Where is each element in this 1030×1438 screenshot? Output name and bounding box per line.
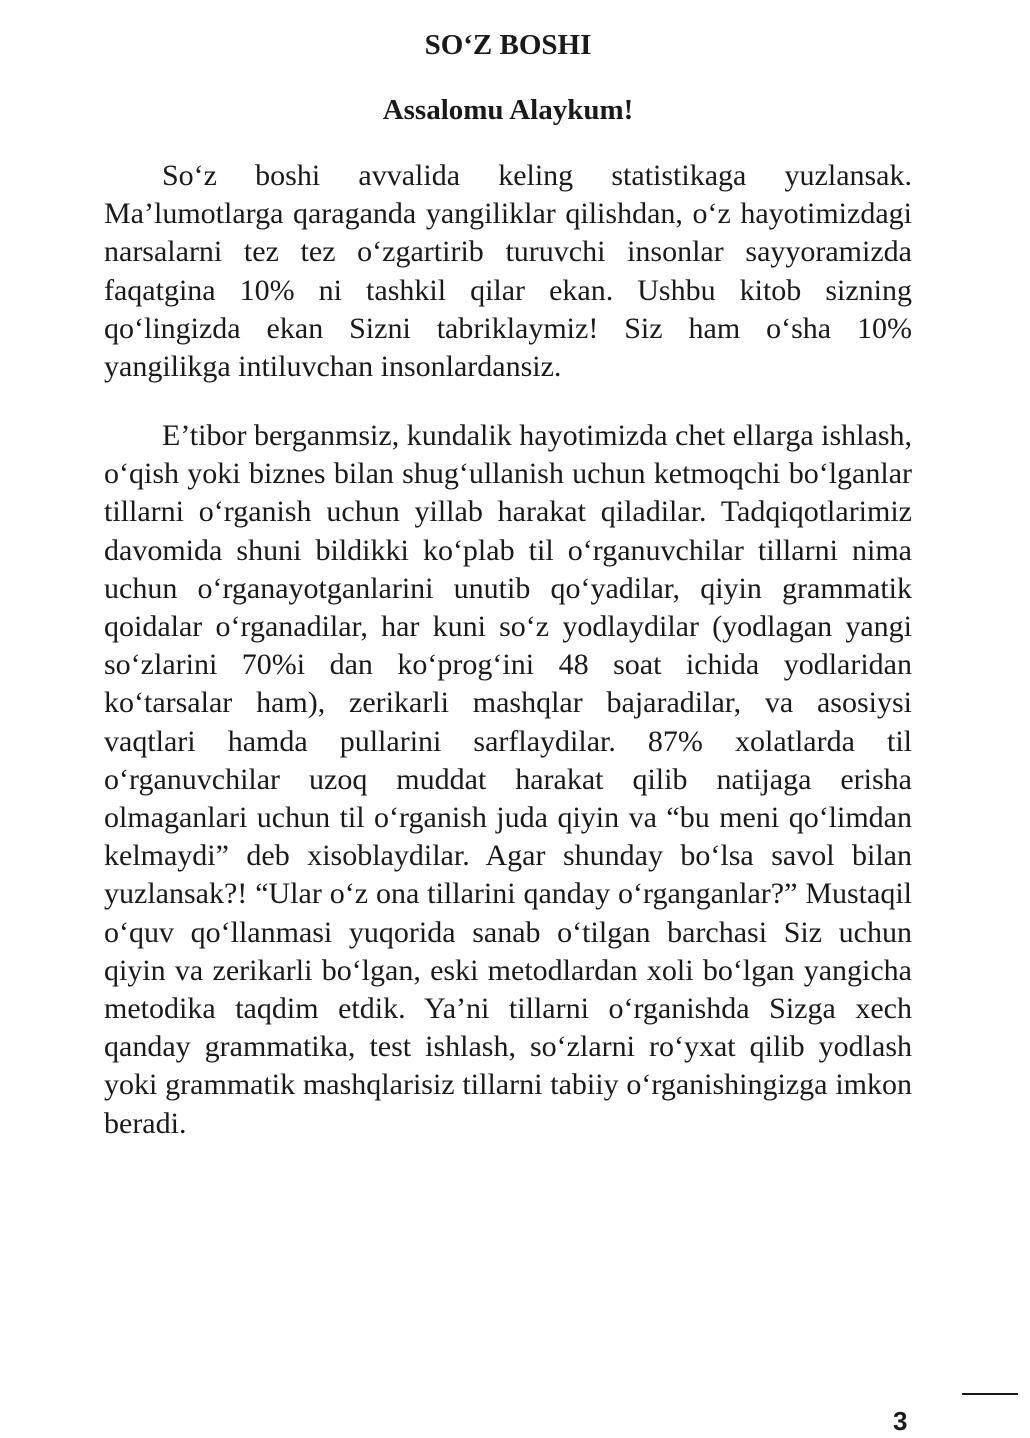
page-number: 3 [893,1406,908,1436]
footer-rule [962,1393,1018,1395]
paragraph-intro: So‘z boshi avvalida keling statistikaga yuzlansak. Ma’lumotlarga qaraganda yangiliklar qilishdan, o‘z hayotimizdagi narsalarni tez tez o‘zgartirib turuvchi insonlar sayyoramizda faqatgina 10% ni tashkil qilar ekan. Ushbu kitob sizning qo‘lingizda ekan Sizni tabriklaymiz! Siz ham o‘sha 10% yangilikga intiluvchan insonlardansiz. [104,159,912,384]
paragraph-body: E’tibor berganmsiz, kundalik hayotimizda chet ellarga ishlash, o‘qish yoki biznes bilan shug‘ullanish uchun ketmoqchi bo‘lganlar tillarni o‘rganish uchun yillab harakat qiladilar. Tadqiqotlarimiz davomida shuni bildikki ko‘plab til o‘rganuvchilar tillarni nima uchun o‘rganayotganlarini unutib qo‘yadilar, qiyin grammatik qoidalar o‘rganadilar, har kuni so‘z yodlaydilar (yodlagan yangi so‘zlarini 70%i dan ko‘prog‘ini 48 soat ichida yodlaridan ko‘tarsalar ham), zerikarli mashqlar bajaradilar, va asosiysi vaqtlari hamda pullarini sarflaydilar. 87% xolatlarda til o‘rganuvchilar uzoq muddat harakat qilib natijaga erisha olmaganlari uchun til o‘rganish juda qiyin va “bu meni qo‘limdan kelmaydi” deb xisoblaydilar. Agar shunday bo‘lsa savol bilan yuzlansak?! “Ular o‘z ona tillarini qanday o‘rganganlar?” Mustaqil o‘quv qo‘llanmasi yuqorida sanab o‘tilgan barchasi Siz uchun qiyin va zerikarli bo‘lgan, eski metodlardan xoli bo‘lgan yangicha metodika taqdim etdik. Ya’ni tillarni o‘rganishda Sizga xech qanday grammatika, test ishlash, so‘zlarni ro‘yxat qilib yodlash yoki grammatik mashqlarisiz tillarni tabiiy o‘rganishingizga imkon beradi. [104,419,912,1140]
page-title: SO‘Z BOSHI [424,29,592,61]
greeting-heading: Assalomu Alaykum! [382,94,634,126]
